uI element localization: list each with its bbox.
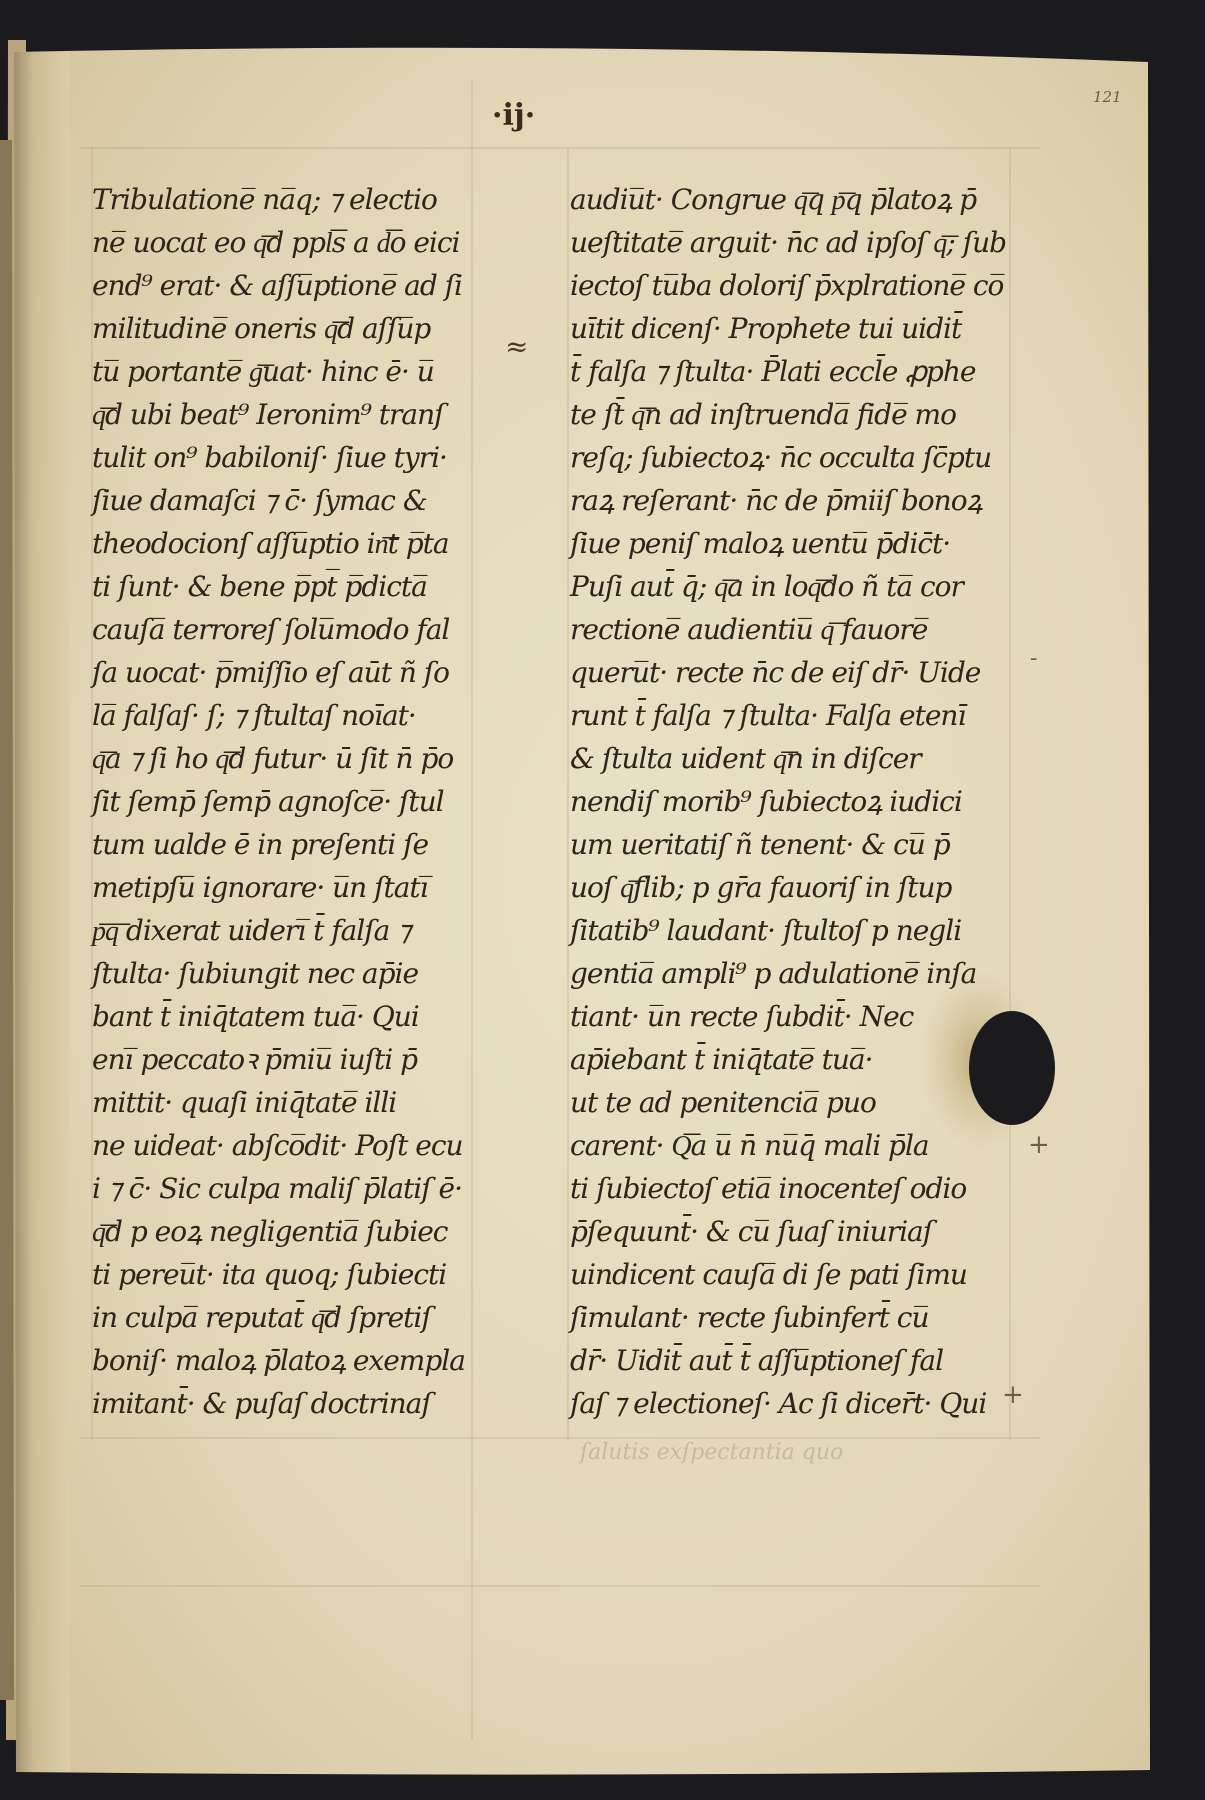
- text-line: p͞q͞ dixerat uideri̅ t̄ falſa ⁊: [92, 914, 411, 947]
- text-line: reſq; ſubiectoꝝ· n̄c occulta ſc̄ptu: [570, 441, 992, 474]
- text-line: militudine̅ oneris q͞d aſſu̅p: [92, 312, 431, 345]
- text-line: ſiue peniſ maloꝝ uentu̅ p̄dic̄t·: [570, 527, 951, 560]
- text-line: theodocionſ aſſu̅ptio in͞t p̅ta: [92, 527, 449, 560]
- text-line: ſtulta· ſubiungit nec ap̄ie: [92, 957, 419, 990]
- text-line: bant t̄ iniq̄tatem tua̅· Qui: [92, 1000, 419, 1033]
- text-line: te ſt̄ q͞n ad inſtruenda̅ fide̅ mo: [570, 398, 956, 431]
- text-line: ſaſ ⁊ electioneſ· Ac ſi dicer̄t· Qui: [570, 1387, 987, 1420]
- text-line: cauſa̅ terroreſ ſolu̅modo fal: [92, 613, 450, 646]
- text-line: eni̅ peccatoꝛ p̄miu̅ iuſti p̄: [92, 1043, 418, 1076]
- text-line: ti pereu̅t· ita quoq; ſubiecti: [92, 1258, 447, 1291]
- text-line: uītit dicenſ· Prophete tui uidit̄: [570, 312, 962, 345]
- text-line: t̄ falſa ⁊ ſtulta· P̄lati eccl̄e ꝓphe: [570, 355, 976, 388]
- text-line: tu̅ portante̅ g͞uat· hinc ē· u̅: [92, 355, 434, 388]
- margin-cross: +: [1002, 1380, 1024, 1410]
- text-line: tiant· u̅n recte ſubdit̄· Nec: [570, 1000, 914, 1033]
- text-line: dr̄· Uidit̄ aut̄ t̄ aſſu̅ptioneſ fal: [570, 1344, 944, 1377]
- text-line: um ueritatiſ ñ tenent· & cu̅ p̄: [570, 828, 950, 861]
- text-line: uoſ q͞ſlib; p gr̄a fauoriſ in ſtup: [570, 871, 952, 904]
- text-line: i ⁊ c̄· Sic culpa maliſ p̄latiſ ē·: [92, 1172, 462, 1205]
- text-line: ti ſunt· & bene p̅pt̅ p̅dicta̅: [92, 570, 427, 603]
- text-line: metipſu̅ ignorare· u̅n ſtati̅: [92, 871, 428, 904]
- text-line: & ſtulta uident q͞n in diſcer: [570, 742, 921, 775]
- text-line: la̅ falſaſ· ſ; ⁊ ſtultaſ noīat·: [92, 699, 416, 732]
- text-line: boniſ· maloꝝ p̄latoꝝ exempla: [92, 1344, 465, 1377]
- text-line: gentia̅ ampli⁹ p adulatione̅ inſa: [570, 957, 977, 990]
- text-line: q͞d p eoꝝ negligentia̅ ſubiec: [92, 1215, 448, 1248]
- text-line: raꝝ reſerant· n̄c de p̄miiſ bonoꝝ: [570, 484, 982, 517]
- text-line: Tribulatione̅ na̅q; ⁊ electio: [92, 183, 437, 216]
- text-line: runt t̄ falſa ⁊ ſtulta· Falſa etenī: [570, 699, 966, 732]
- margin-tick: -: [1030, 646, 1038, 671]
- text-line: rectione̅ audientiu̅ q͞ fauore̅: [570, 613, 928, 646]
- text-line: carent· Q͞a u̅ n̄ nu̅q̄ mali p̄la: [570, 1129, 929, 1162]
- folio-number: 121: [1093, 88, 1122, 106]
- running-head: ·ij·: [492, 98, 536, 133]
- text-line: ne uideat· abſco̅dit· Poſt ecu: [92, 1129, 463, 1162]
- text-line: q͞d ubi beat⁹ Ieronim⁹ tranſ: [92, 398, 444, 431]
- text-line: ne̅ uocat eo q͞d ppl͞s a d͞o eici: [92, 226, 460, 259]
- text-line: tum ualde ē in preſenti ſe: [92, 828, 429, 861]
- text-line: end⁹ erat· & aſſu̅ptione̅ ad ſi: [92, 269, 462, 302]
- text-line: ſitatib⁹ laudant· ſtultoſ p negli: [570, 914, 962, 947]
- text-line: iectoſ tu̅ba doloriſ p̄xplratione̅ co̅: [570, 269, 1004, 302]
- text-line: ſit ſemp̄ ſemp̄ agnoſce̅· ſtul: [92, 785, 444, 818]
- text-line: q͞a ⁊ ſi ho q͞d futur· ū ſit n̄ p̄o: [92, 742, 454, 775]
- text-line: mittit· quaſi iniq̄tate̅ illi: [92, 1086, 397, 1119]
- text-line: ueſtitate̅ arguit· n̄c ad ipſoſ q͞; ſub: [570, 226, 1007, 259]
- text-line: nendiſ morib⁹ ſubiectoꝝ iudici: [570, 785, 962, 818]
- text-line: imitant̄· & puſaſ doctrinaſ: [92, 1387, 431, 1420]
- text-line: tulit on⁹ babiloniſ· ſiue tyri·: [92, 441, 447, 474]
- text-line: queru̅t· recte n̄c de eiſ dr̄· Uide: [570, 656, 981, 689]
- parchment-hole: [969, 1011, 1055, 1125]
- text-line: ap̄iebant t̄ iniq̄tate̅ tua̅·: [570, 1043, 873, 1076]
- text-line: Puſi aut̄ q̄; q͞a in loq͞do ñ ta̅ cor: [570, 570, 963, 603]
- margin-cross: +: [1028, 1130, 1050, 1160]
- text-line: ſiue damaſci ⁊ c̄· ſymac &: [92, 484, 427, 517]
- text-line: ti ſubiectoſ etia̅ inocenteſ odio: [570, 1172, 967, 1205]
- text-line: ut te ad penitencia̅ puo: [570, 1086, 876, 1119]
- faded-offset-text: ſalutis exſpectantia quo: [580, 1440, 844, 1465]
- text-line: in culpa̅ reputat̄ q͞d ſpretiſ: [92, 1301, 431, 1334]
- text-line: ſa uocat· p̅miſſio eſ aūt ñ ſo: [92, 656, 450, 689]
- margin-mark: ≈: [505, 330, 529, 363]
- text-line: ſimulant· recte ſubinfert̄ cu̅: [570, 1301, 929, 1334]
- text-line: audiu̅t· Congrue q͞q p͞q p̄latoꝝ p̄: [570, 183, 977, 216]
- text-line: uindicent cauſa̅ di ſe pati ſimu: [570, 1258, 967, 1291]
- text-line: p̄ſequunt̄· & cu̅ ſuaſ iniuriaſ: [570, 1215, 933, 1248]
